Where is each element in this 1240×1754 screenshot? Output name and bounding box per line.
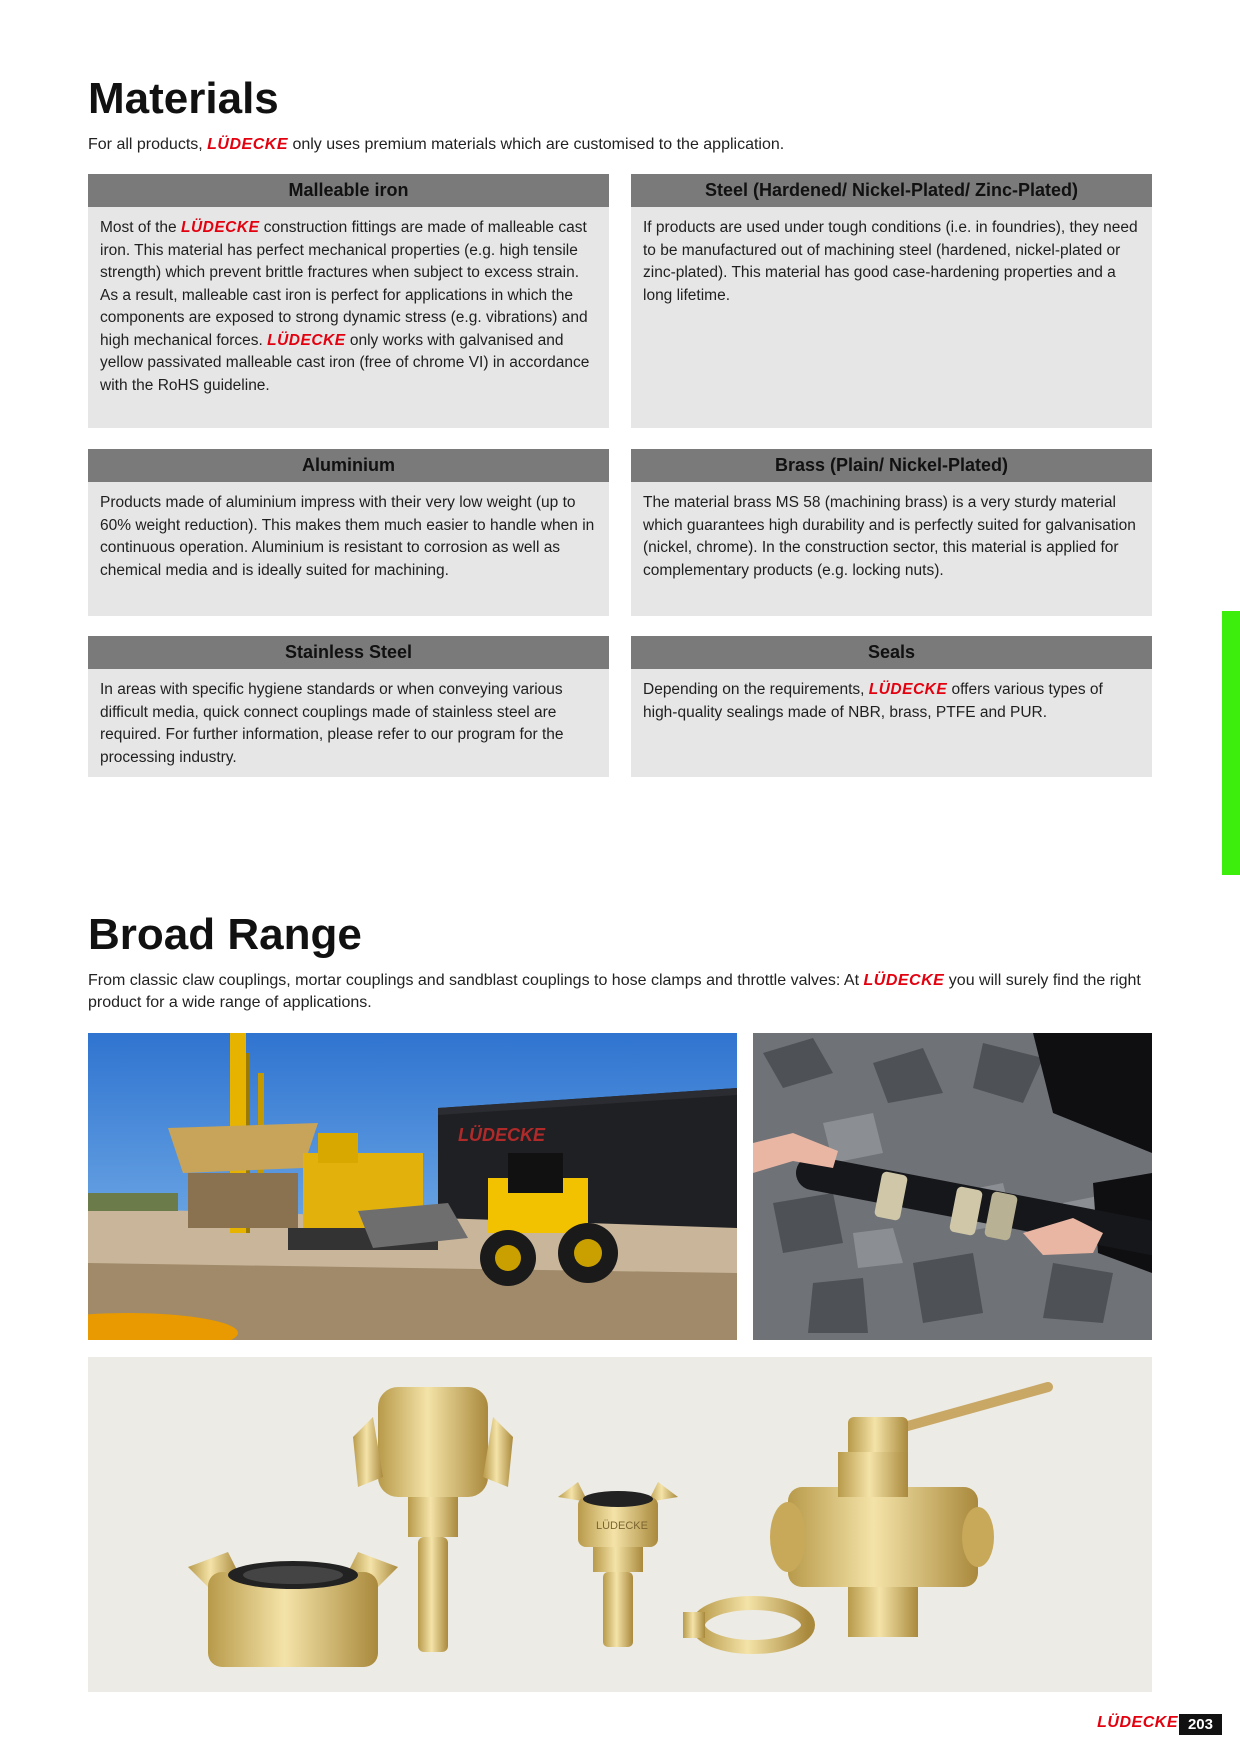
stainless-steel-text: In areas with specific hygiene standards or when conveying various difficult media, quick connect couplings made of stainless steel are required. For further information, please refer to our program for the processing industry. — [100, 681, 564, 766]
coupling-stamp: LÜDECKE — [596, 1520, 648, 1532]
brass-box — [631, 449, 1152, 616]
stainless-steel-heading: Stainless Steel — [88, 636, 609, 669]
coupling-products-photo — [88, 1357, 1152, 1692]
seals-box — [631, 636, 1152, 777]
brand-logo-text: LÜDECKE — [207, 136, 288, 153]
seals-heading: Seals — [631, 636, 1152, 669]
steel-text: If products are used under tough conditions (i.e. in foundries), they need to be manufactured out of machining steel (hardened, nickel-plated or zinc-plated). This material has good case-hardening properties and a long lifetime. — [643, 219, 1138, 304]
aluminium-text: Products made of aluminium impress with their very low weight (up to 60% weight reduction). This makes them much easier to handle when in continuous operation. Aluminium is resistant to corrosion as well as chemical media and is ideally suited for machining. — [100, 494, 595, 579]
building-sign: LÜDECKE — [458, 1125, 546, 1145]
aluminium-heading: Aluminium — [88, 449, 609, 482]
malleable-iron-box — [88, 174, 609, 428]
brand-logo-text: LÜDECKE — [267, 331, 346, 349]
claw-coupling — [188, 1552, 398, 1667]
aluminium-box — [88, 449, 609, 616]
brass-text: The material brass MS 58 (machining brass) is a very sturdy material which guarantees high durability and is perfectly suited for galvanisation (nickel, chrome). In the construction sector, this material is applied for complementary products (e.g. locking nuts). — [643, 494, 1136, 579]
footer-brand: LÜDECKE — [1097, 1714, 1178, 1731]
construction-site-photo — [88, 1033, 737, 1340]
seals-text: Depending on the requirements, LÜDECKE offers various types of high-quality sealings made of NBR, brass, PTFE and PUR. — [643, 681, 1103, 721]
malleable-iron-text: Most of the LÜDECKE construction fittings are made of malleable cast iron. This material has perfect mechanical properties (e.g. high tensile strength) which prevent brittle fractures when subject to excess strain. As a result, malleable cast iron is perfect for applications in which the components are exposed to strong dynamic stress (e.g. vibrations) and high mechanical forces. LÜDECKE only works with galvanised and yellow passivated malleable cast iron (free of chrome VI) in accordance with the RoHS guideline. — [100, 219, 590, 394]
section-tab-marker — [1222, 611, 1240, 875]
stainless-steel-box — [88, 636, 609, 777]
brand-logo-text: LÜDECKE — [863, 972, 945, 989]
page-number: 203 — [1179, 1714, 1222, 1735]
brand-logo-text: LÜDECKE — [868, 681, 948, 698]
steel-box — [631, 174, 1152, 428]
broad-range-intro: From classic claw couplings, mortar couplings and sandblast couplings to hose clamps and throttle valves: At LÜDECKE you will surely find the right product for a wide range of applications. — [88, 972, 1141, 1011]
malleable-iron-heading: Malleable iron — [88, 174, 609, 207]
brass-heading: Brass (Plain/ Nickel-Plated) — [631, 449, 1152, 482]
steel-heading: Steel (Hardened/ Nickel-Plated/ Zinc-Plated) — [631, 174, 1152, 207]
hose-couplings-photo — [753, 1033, 1152, 1340]
brand-logo-text: LÜDECKE — [180, 219, 260, 236]
materials-title: Materials — [88, 74, 279, 123]
broad-range-title: Broad Range — [88, 910, 362, 959]
materials-intro: For all products, LÜDECKE only uses premium materials which are customised to the application. — [88, 136, 785, 153]
